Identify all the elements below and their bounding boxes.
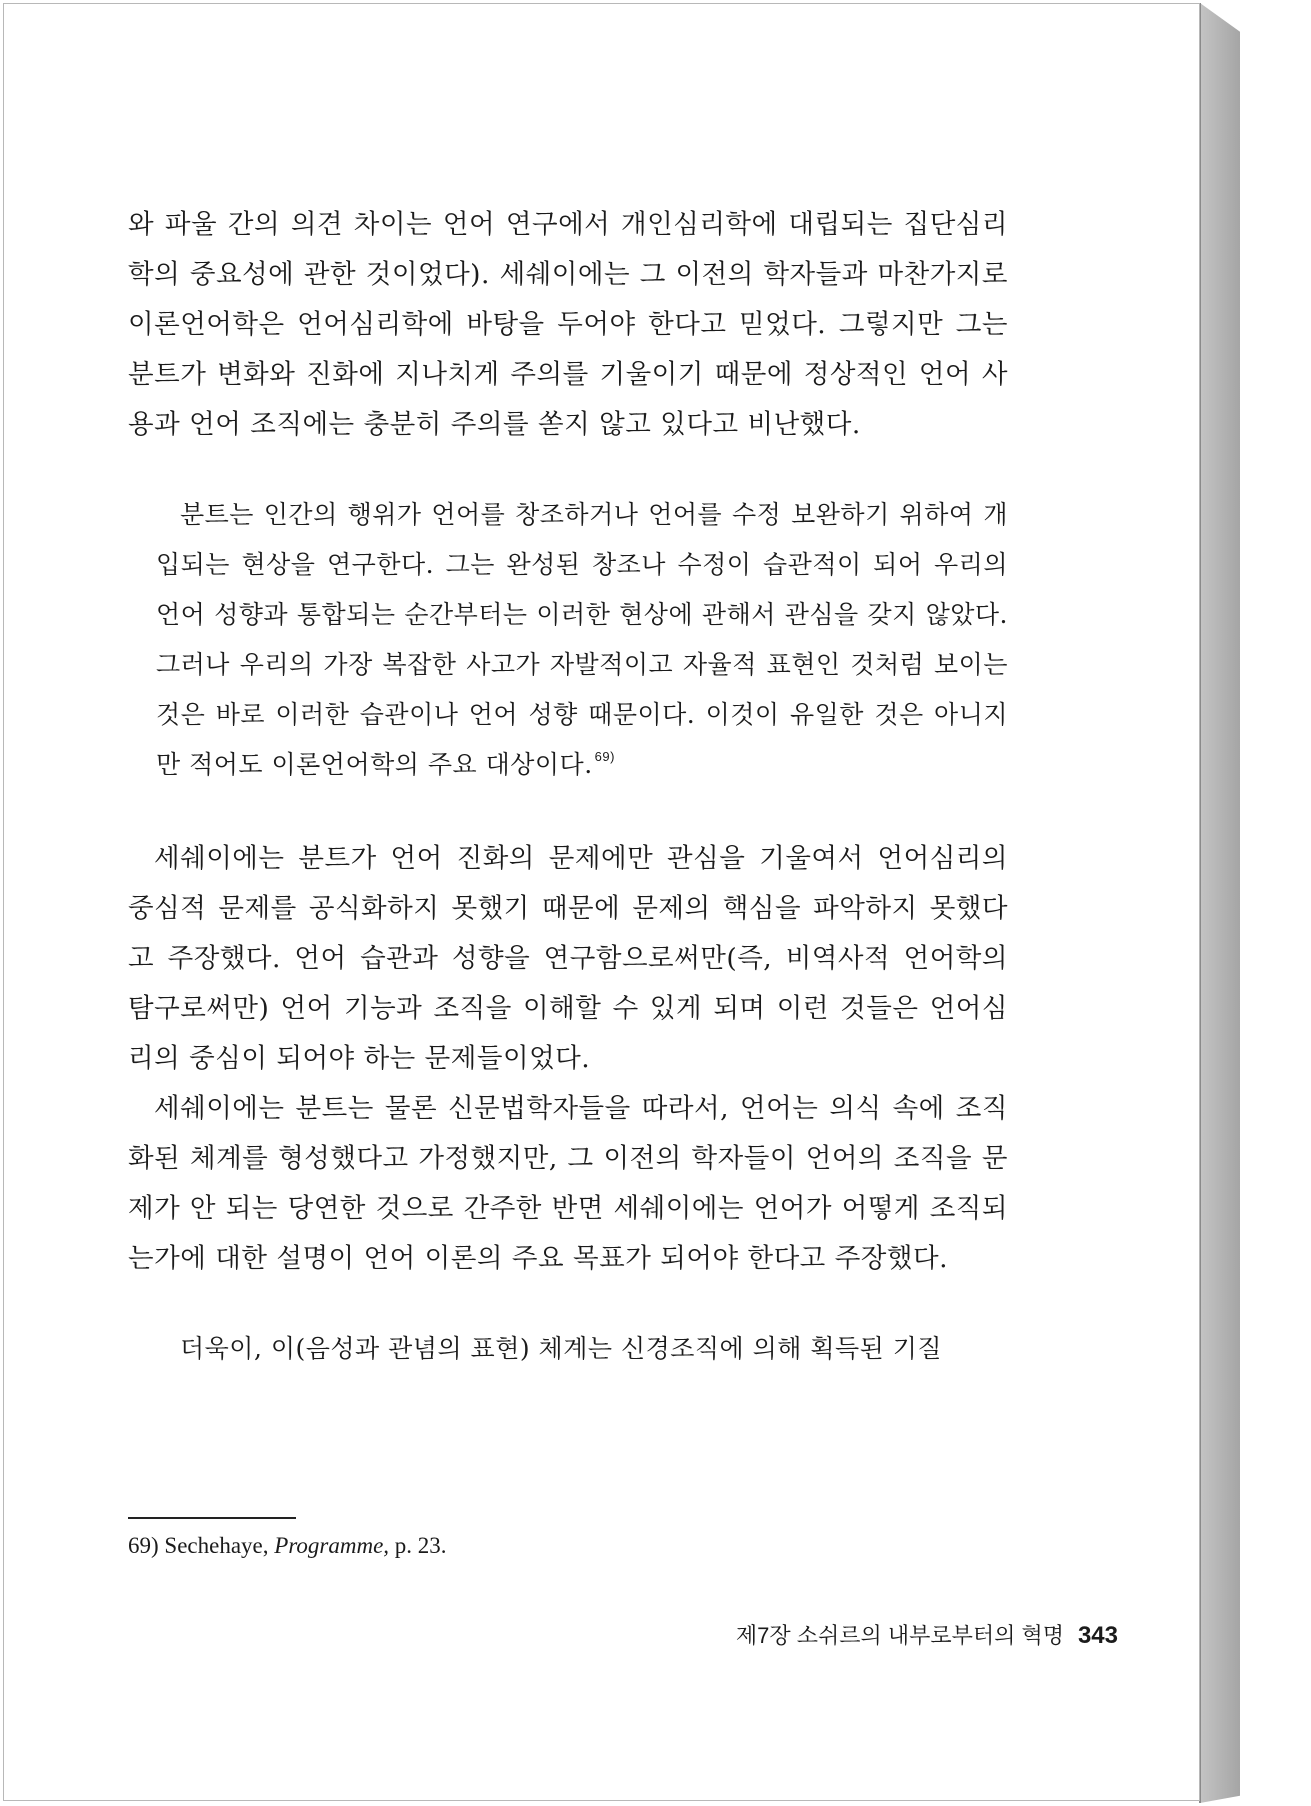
chapter-title: 제7장 소쉬르의 내부로부터의 혁명 [735,1623,1064,1648]
footnote-page: p. 23. [394,1533,447,1558]
footnote-number: 69) [128,1533,159,1558]
footnote-reference: 69) [594,749,615,764]
page-body [128,200,1008,1374]
footnote-divider [128,1517,296,1519]
running-footer [736,1619,1118,1650]
body-paragraph: 세쉐이에는 분트가 언어 진화의 문제에만 관심을 기울여서 언어심리의 중심적 문제를 공식화하지 못했기 때문에 문제의 핵심을 파악하지 못했다고 주장했다. 언어 습관과 성향을 연구함으로써만(즉, 비역사적 언어학의 탐구로써만) 언어 기능과 조직을 이해할 수 있게 되며 이런 것들은 언어심리의 중심이 되어야 하는 문제들이었다. [128,843,1008,1074]
block-quote [156,490,1008,794]
page-number: 343 [1077,1622,1118,1649]
footnote-author: Sechehaye, [164,1533,269,1558]
page-edge [1200,3,1240,1803]
body-paragraph: 세쉐이에는 분트는 물론 신문법학자들을 따라서, 언어는 의식 속에 조직화된 체계를 형성했다고 가정했지만, 그 이전의 학자들이 언어의 조직을 문제가 안 되는 당연한 것으로 간주한 반면 세쉐이에는 언어가 어떻게 조직되는가에 대한 설명이 언어 이론의 주요 목표가 되어야 한다고 주장했다. [128,1093,1008,1274]
block-quote-continuation: 더욱이, 이(음성과 관념의 표현) 체계는 신경조직에 의해 획득된 기질 [180,1334,943,1363]
block-quote-text: 분트는 인간의 행위가 언어를 창조하거나 언어를 수정 보완하기 위하여 개입되는 현상을 연구한다. 그는 완성된 창조나 수정이 습관적이 되어 우리의 언어 성향과 통합되는 순간부터는 이러한 현상에 관해서 관심을 갖지 않았다. 그러나 우리의 가장 복잡한 사고가 자발적이고 자율적 표현인 것처럼 보이는 것은 바로 이러한 습관이나 언어 성향 때문이다. 이것이 유일한 것은 아니지만 적어도 이론언어학의 주요 대상이다. [156,500,1008,779]
footnote-title: Programme, [274,1533,390,1558]
body-paragraph: 와 파울 간의 의견 차이는 언어 연구에서 개인심리학에 대립되는 집단심리학의 중요성에 관한 것이었다). 세쉐이에는 그 이전의 학자들과 마찬가지로 이론언어학은 언어심리학에 바탕을 두어야 한다고 믿었다. 그렇지만 그는 분트가 변화와 진화에 지나치게 주의를 기울이기 때문에 정상적인 언어 사용과 언어 조직에는 충분히 주의를 쏟지 않고 있다고 비난했다. [128,209,1008,440]
footnote [128,1533,447,1559]
